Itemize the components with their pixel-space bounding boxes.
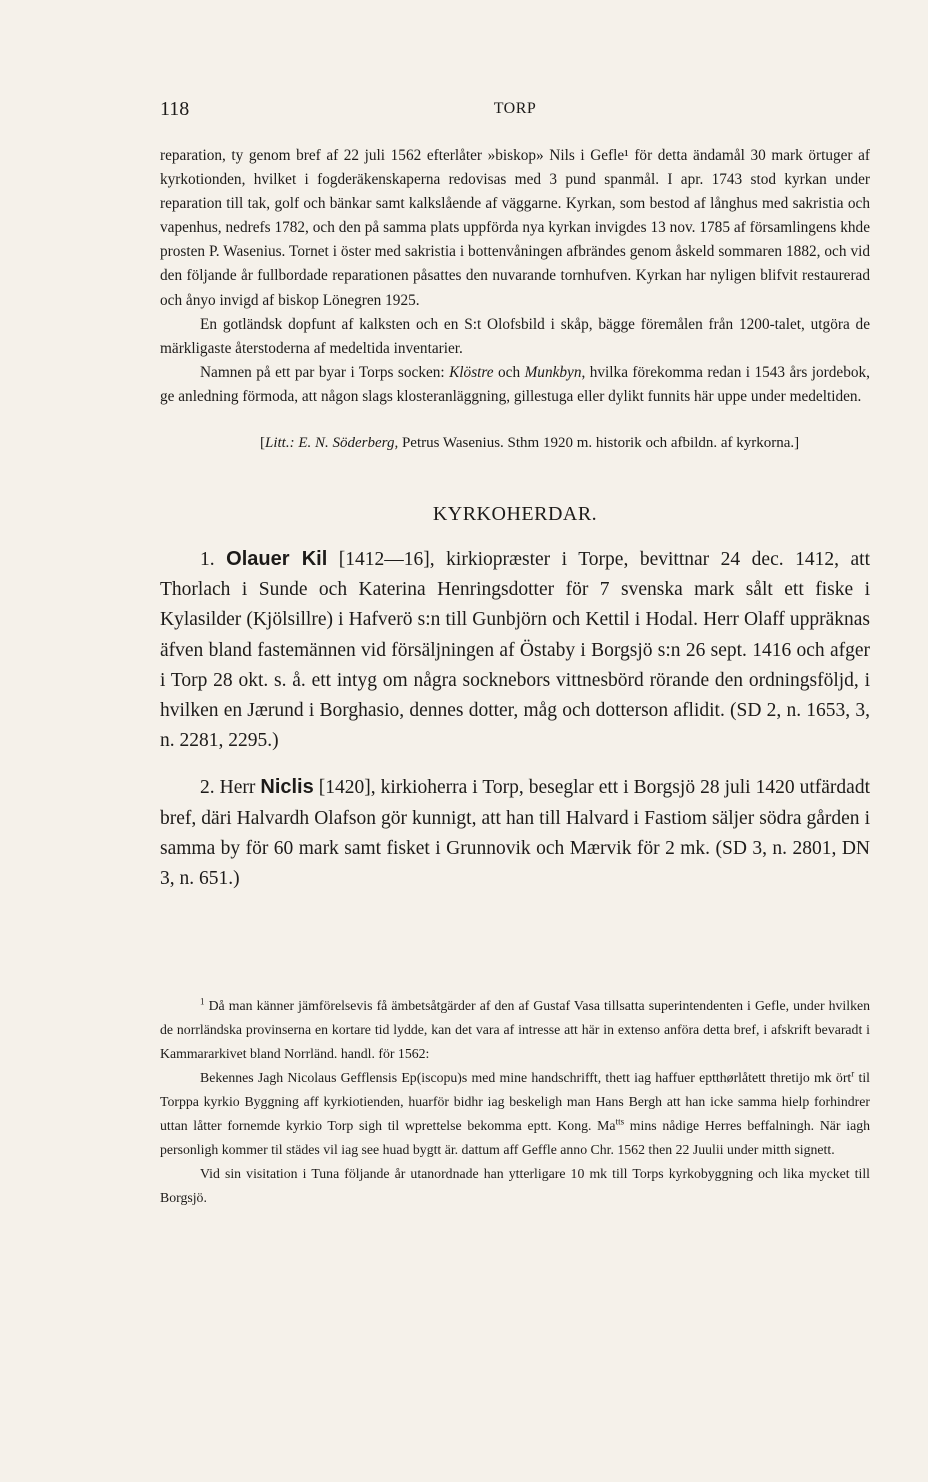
entry-2: [160, 772, 870, 894]
literature-author: Litt.: E. N. Söderberg,: [265, 435, 399, 452]
entry-number: 1.: [200, 549, 215, 571]
entry-number: 2.: [200, 777, 215, 799]
page-header: [160, 98, 870, 128]
literature-bracket: [: [260, 435, 265, 452]
page-number: 118: [160, 98, 190, 120]
entry-name: Niclis: [260, 776, 314, 799]
section-title: KYRKOHERDAR.: [432, 503, 598, 526]
footnote-text: Då man känner jämförelsevis få ämbetsåtgärder af den af Gustaf Vasa tillsatta superintendenten i Gefle, under hvilken de norrländska provinserna en kortare tid lydde, kan det vara af intresse att här in extenso anföra detta bref, i afskrift bevaradt i Kammararkivet bland Norrländ. handl. för 1562:: [160, 998, 870, 1061]
letter-part-b: til Torppa kyrkio Byggning aff kyrkiotienden, huarför bidhr iag beskeligh man Hans Bergh att han icke samma hielp forhindrer uttan låtter fornemde kyrkio Torp sigh til wprettelse bekomma eptt. Kong. Ma: [160, 1070, 871, 1133]
entry-name: Olauer Kil: [226, 548, 328, 571]
footnote-visitation: Vid sin visitation i Tuna följande år utanordnade han ytterligare 10 mk till Torps kyrkobyggning och lika mycket till Borgsjö.: [160, 1166, 870, 1205]
literature-note: [160, 431, 870, 455]
paragraph-namnen-e: , hvilka förekomma redan i 1543 års jordebok, ge anledning förmoda, att någon slags klosteranläggning, gillestuga eller dylikt funnits här uppe under medeltiden.: [160, 363, 870, 405]
paragraph-dopfunt: En gotländsk dopfunt af kalksten och en S:t Olofsbild i skåp, bägge föremålen från 1200-talet, utgöra de märkligaste återstoderna af medeltida inventarier.: [160, 315, 870, 357]
footnote-mark: 1: [200, 996, 205, 1007]
paragraph-namnen-c: och: [493, 363, 525, 381]
entry-text: [1412—16], kirkiopræster i Torpe, bevittnar 24 dec. 1412, att Thorlach i Sunde och Katerina Henringsdotter för 7 svenska mark sålt ett fiske i Kylasilder (Kjölsillre) i Hafverö s:n till Gunbjörn och Kettil i Hodal. Herr Olaff uppräknas äfven bland fastemännen vid försäljningen af Östaby i Borgsjö s:n 26 sept. 1416 och afger i Torp 28 okt. s. å. ett intyg om några socknebors vittnesbörd rörande den ordningsföljd, i hvilken en Jærund i Borghasio, dennes dotter, måg och dotterson aflidit. (SD 2, n. 1653, 3, n. 2281, 2295.): [160, 549, 870, 752]
entry-text: [1420], kirkioherra i Torp, beseglar ett i Borgsjö 28 juli 1420 utfärdadt bref, däri Halvardh Olafson gör kunnigt, att han till Halvard i Fastiom säljer södra gården i samma by för 60 mark samt fisket i Grunnovik och Mærvik för 2 mk. (SD 3, n. 2801, DN 3, n. 651.): [160, 777, 870, 890]
footnote-1: [160, 994, 870, 1066]
main-text: [160, 144, 870, 894]
entry-1: [160, 544, 870, 756]
place-name-munkbyn: Munkbyn: [524, 363, 582, 381]
letter-sup-tts: tts: [615, 1116, 625, 1127]
letter-sup-r: r: [851, 1068, 855, 1079]
letter-part-a: Bekennes Jagh Nicolaus Gefflensis Ep(iscopu)s med mine handschrifft, thett iag haffuer eptthørlåtett thretijo mk ört: [200, 1070, 852, 1085]
paragraph-namnen: [160, 361, 870, 409]
footnote-letter: [160, 1066, 870, 1162]
paragraph-reparation: reparation, ty genom bref af 22 juli 1562 efterlåter »biskop» Nils i Gefle¹ för detta ändamål 30 mark örtuger af kyrkotionden, hvilket i fogderäkenskaperna redovisas med 3 pund spanmål. I apr. 1743 stod kyrkan under reparation till tak, golf och bänkar samt kalkslående af väggarne. Kyrkan, som bestod af långhus med sakristia och vapenhus, nedrefs 1782, och den på samma plats uppförda nya kyrkan invigdes 13 nov. 1785 af församlingens khde prosten P. Wasenius. Tornet i öster med sakristia i bottenvåningen afbrändes genom åskeld sommaren 1882, och vid den följande år fullbordade reparationen påsattes den nuvarande tornhufven. Kyrkan har nyligen blifvit restaurerad och ånyo invigd af biskop Lönegren 1925.: [160, 147, 870, 309]
place-name-klostre: Klöstre: [449, 363, 494, 381]
letter-part-c: mins nådige Herres beffalningh. När iagh personligh kommer til städes vil iag see huad bygtt är. dattum aff Geffle anno Chr. 1562 then 22 Juulii under mitth signett.: [160, 1118, 870, 1157]
literature-title: Petrus Wasenius. Sthm 1920 m. historik och afbildn. af kyrkorna.]: [398, 435, 800, 452]
entry-prefix: Herr: [214, 777, 261, 799]
running-head: TORP: [493, 100, 537, 117]
footnotes: [160, 994, 870, 1210]
paragraph-namnen-a: Namnen på ett par byar i Torps socken:: [200, 363, 450, 381]
